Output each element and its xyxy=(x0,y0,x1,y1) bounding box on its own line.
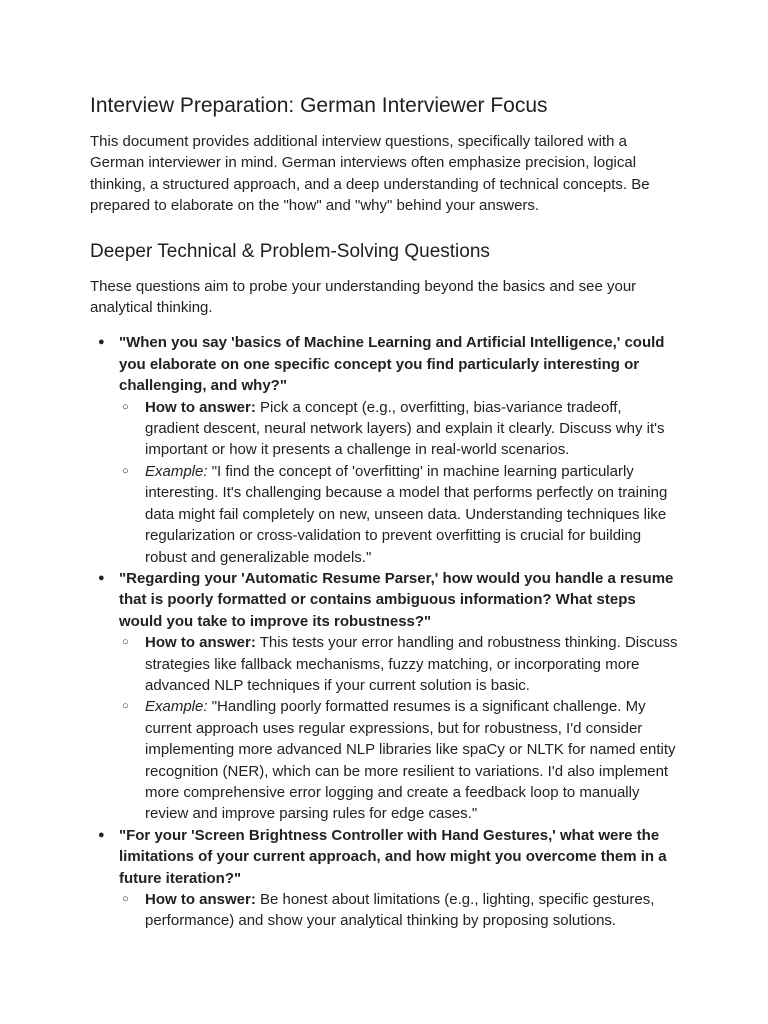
how-to-answer-label: How to answer: xyxy=(145,398,256,416)
how-to-answer-text: This tests your error handling and robustness thinking. Discuss strategies like fallback mechanisms, fuzzy matching, or incorporating more advanced NLP techniques if your current solution is basic. xyxy=(145,634,678,694)
example-text: "Handling poorly formatted resumes is a significant challenge. My current approach uses regular expressions, but for robustness, I'd consider implementing more advanced NLP libraries like spaCy or NLTK for named entity recognition (NER), which can be more resilient to variations. I'd also implement more comprehensive error logging and create a feedback loop to manually review and improve parsing rules for edge cases." xyxy=(145,698,676,823)
how-to-answer-item xyxy=(119,397,678,461)
bullet-icon: ● xyxy=(98,828,105,841)
answer-list xyxy=(119,632,678,825)
hollow-bullet-icon: ○ xyxy=(122,700,129,713)
question-item xyxy=(90,825,678,932)
hollow-bullet-icon: ○ xyxy=(122,464,129,477)
how-to-answer-item xyxy=(119,632,678,696)
section-intro: These questions aim to probe your understanding beyond the basics and see your analytical thinking. xyxy=(90,277,637,317)
question-item xyxy=(90,332,678,567)
question-list xyxy=(90,332,678,931)
example-item xyxy=(119,696,678,824)
hollow-bullet-icon: ○ xyxy=(122,893,129,905)
bullet-icon: ● xyxy=(98,571,105,584)
how-to-answer-label: How to answer: xyxy=(145,891,256,908)
example-text: "I find the concept of 'overfitting' in machine learning particularly interesting. It's challenging because a model that performs perfectly on training data might fail completely on new, unseen data. Understanding techniques like regularization or cross-validation to prevent overfitting is crucial for building robust and generalizable models." xyxy=(145,462,668,566)
example-label: Example: xyxy=(145,462,208,480)
question-text: "Regarding your 'Automatic Resume Parser,' how would you handle a resume that is poorly formatted or contains ambiguous information? What steps would you take to improve its robustness?" xyxy=(119,569,674,630)
answer-list xyxy=(119,889,678,932)
bullet-icon: ● xyxy=(98,336,105,349)
hollow-bullet-icon: ○ xyxy=(122,400,129,413)
answer-list xyxy=(119,397,678,568)
example-label: Example: xyxy=(145,698,208,716)
intro-paragraph: This document provides additional interview questions, specifically tailored with a German interviewer in mind. German interviews often emphasize precision, logical thinking, a structured approach, and a deep understanding of technical concepts. Be prepared to elaborate on the "how" and "why" behind your answers. xyxy=(90,133,650,215)
question-text: "For your 'Screen Brightness Controller with Hand Gestures,' what were the limitations of your current approach, and how might you overcome them in a future iteration?" xyxy=(119,826,667,887)
question-item xyxy=(90,568,678,825)
example-item xyxy=(119,461,678,568)
how-to-answer-label: How to answer: xyxy=(145,634,256,652)
question-text: "When you say 'basics of Machine Learning and Artificial Intelligence,' could you elaborate on one specific concept you find particularly interesting or challenging, and why?" xyxy=(119,334,665,395)
how-to-answer-item xyxy=(119,889,678,932)
document-title: Interview Preparation: German Interviewer Focus xyxy=(90,94,548,117)
hollow-bullet-icon: ○ xyxy=(122,636,129,649)
how-to-answer-text: Pick a concept (e.g., overfitting, bias-variance tradeoff, gradient descent, neural network layers) and explain it clearly. Discuss why it's important or how it presents a challenge in real-world scenarios. xyxy=(145,398,665,459)
how-to-answer-text: Be honest about limitations (e.g., lighting, specific gestures, performance) and show your analytical thinking by proposing solutions. xyxy=(145,891,655,930)
section-heading: Deeper Technical & Problem-Solving Questions xyxy=(90,240,490,262)
